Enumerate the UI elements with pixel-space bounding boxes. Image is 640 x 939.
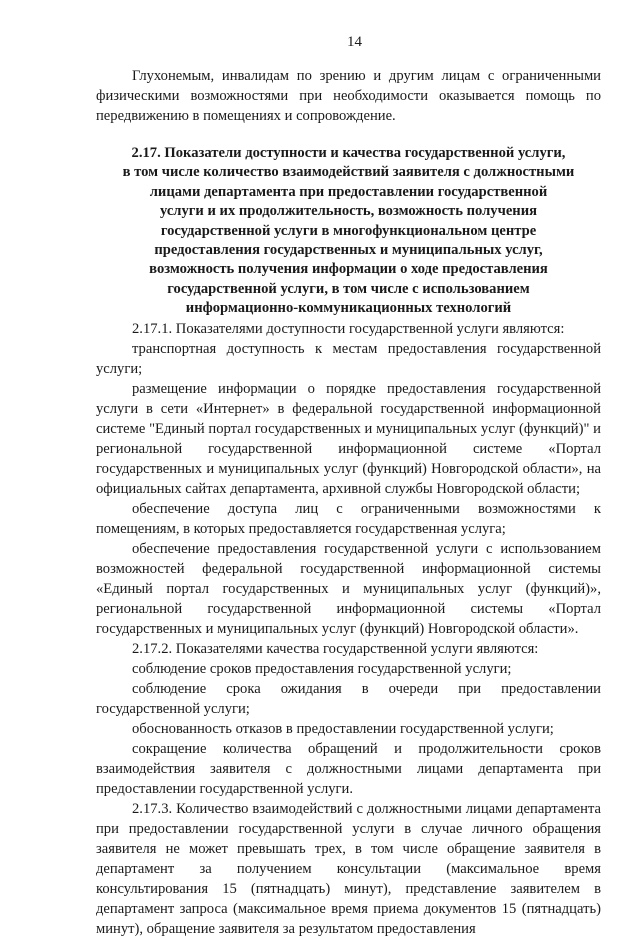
section-heading-line: государственной услуги, в том числе с использованием [167, 280, 530, 297]
section-heading-line: услуги и их продолжительность, возможность получения [159, 203, 538, 220]
page-number: 14 [347, 34, 362, 50]
section-heading-line: 2.17. Показатели доступности и качества государственной услуги, [131, 145, 566, 161]
section-heading-line: государственной услуги в многофункциональном центре [160, 222, 537, 239]
section-heading [111, 144, 586, 319]
section-heading-line: возможность получения информации о ходе предоставления [149, 261, 548, 278]
section-heading-line: предоставления государственных и муниципальных услуг, [154, 242, 543, 259]
body-paragraph: соблюдение срока ожидания в очереди при предоставлении государственной услуги; [96, 680, 601, 717]
body-paragraph: обоснованность отказов в предоставлении государственной услуги; [132, 720, 554, 737]
section-heading-line: информационно-коммуникационных технологий [185, 300, 512, 317]
body-paragraph: сокращение количества обращений и продолжительности сроков взаимодействия заявителя с должностными лицами департамента при предоставлении государственной услуги. [96, 740, 601, 797]
section-heading-line: в том числе количество взаимодействий заявителя с должностными [122, 164, 575, 181]
body-paragraph: размещение информации о порядке предоставления государственной услуги в сети «Интернет» в федеральной государственной информационной системе "Единый портал государственных и муниципальных услуг (функций)" и региональной государственной информационной системе «Портал государственных и муниципальных услуг (функций) Новгородской области», на официальных сайтах департамента, архивной службы Новгородской области; [96, 380, 601, 497]
intro-paragraph: Глухонемым, инвалидам по зрению и другим лицам с ограниченными физическими возможностями при необходимости оказывается помощь по передвижению в помещениях и сопровождение. [96, 68, 601, 124]
body-paragraph: 2.17.1. Показателями доступности государственной услуги являются: [132, 320, 565, 337]
body-paragraph: обеспечение доступа лиц с ограниченными возможностями к помещениям, в которых предоставляется государственная услуга; [96, 500, 601, 537]
body-paragraph: транспортная доступность к местам предоставления государственной услуги; [96, 340, 601, 377]
body-paragraph: соблюдение сроков предоставления государственной услуги; [132, 660, 512, 677]
spacer [96, 126, 601, 144]
body-paragraph: обеспечение предоставления государственной услуги с использованием возможностей федеральной государственной информационной системы «Единый портал государственных и муниципальных услуг (функций)», региональной государственной информационной системы «Портал государственных и муниципальных услуг (функций) Новгородской области». [96, 540, 601, 637]
document-page [96, 30, 601, 939]
body-paragraph: 2.17.3. Количество взаимодействий с должностными лицами департамента при предоставлении государственной услуги в случае личного обращения заявителя не может превышать трех, в том числе обращение заявителя в департамент за получением консультации (максимальное время консультирования 15 (пятнадцать) минут), представление заявителем в департамент запроса (максимальное время приема документов 15 (пятнадцать) минут), обращение заявителя за результатом предоставления [96, 800, 601, 937]
body-paragraph: 2.17.2. Показателями качества государственной услуги являются: [132, 640, 539, 657]
section-heading-line: лицами департамента при предоставлении государственной [149, 183, 548, 200]
